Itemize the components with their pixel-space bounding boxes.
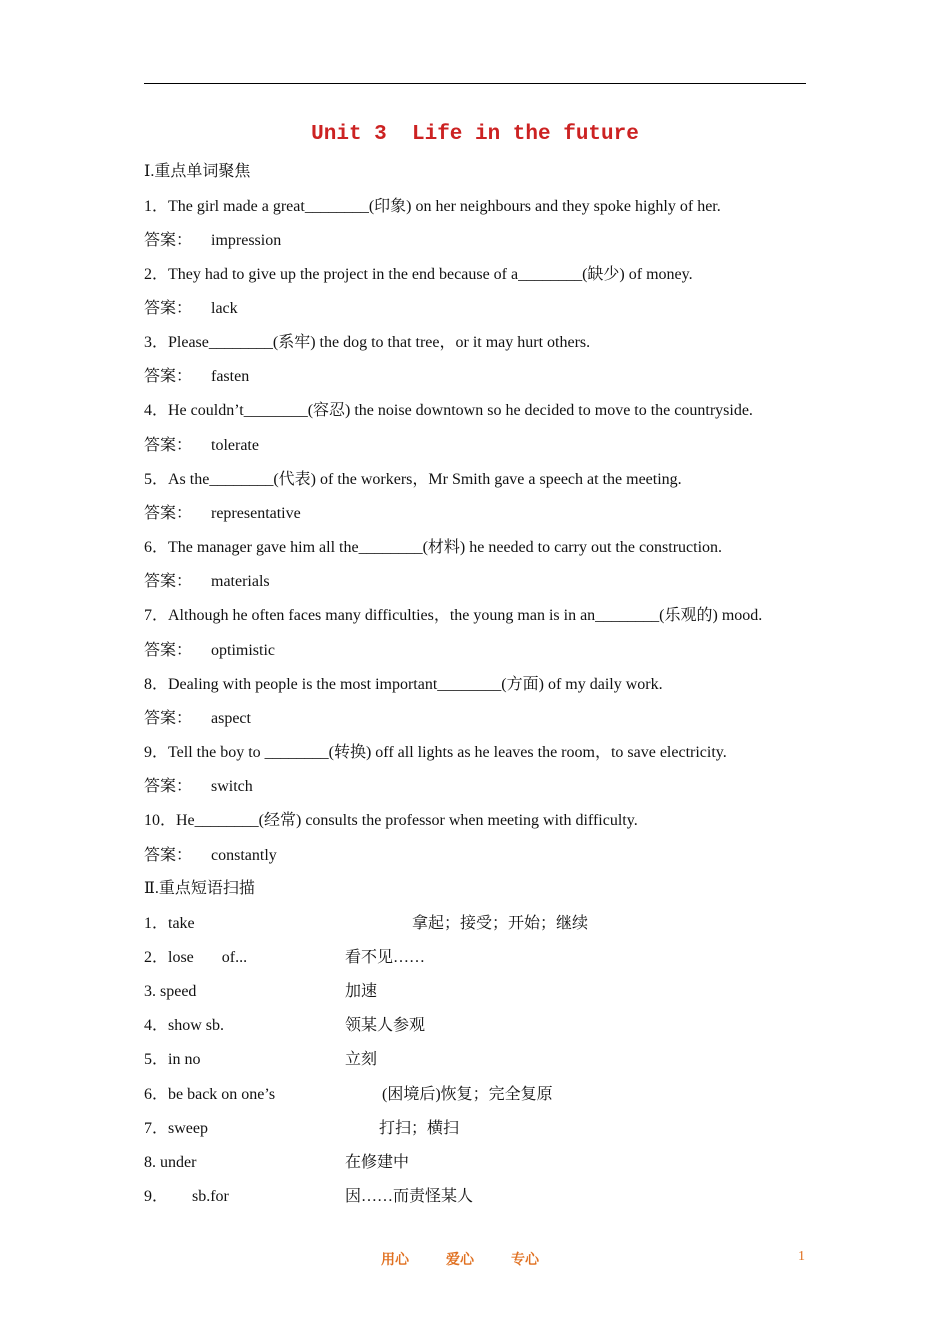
phrase-6: 6．be back on one’s	[144, 1086, 276, 1103]
meaning-3: 加速	[345, 983, 378, 1000]
answer-label-1: 答案：	[144, 232, 193, 249]
answer-label-7: 答案：	[144, 642, 193, 659]
meaning-5: 立刻	[345, 1051, 378, 1068]
meaning-8: 在修建中	[345, 1154, 410, 1171]
phrase-2: 2．lose of...	[144, 949, 248, 966]
question-8: 8．Dealing with people is the most important________(方面) of my daily work.	[144, 676, 663, 693]
phrase-5: 5．in no	[144, 1051, 201, 1068]
answer-3: fasten	[211, 368, 250, 385]
meaning-7: 打扫；横扫	[379, 1120, 460, 1137]
question-10: 10．He________(经常) consults the professor when meeting with difficulty.	[144, 812, 638, 829]
page-number: 1	[798, 1249, 805, 1264]
answer-4: tolerate	[211, 437, 259, 454]
section1-heading: Ⅰ.重点单词聚焦	[144, 163, 251, 180]
question-6: 6．The manager gave him all the________(材料) he needed to carry out the construction.	[144, 539, 723, 556]
phrase-9: 9． sb.for	[144, 1188, 229, 1205]
answer-2: lack	[211, 300, 238, 317]
answer-label-10: 答案：	[144, 847, 193, 864]
answer-label-3: 答案：	[144, 368, 193, 385]
question-9: 9．Tell the boy to ________(转换) off all lights as he leaves the room，to save electricity.	[144, 744, 727, 761]
answer-label-8: 答案：	[144, 710, 193, 727]
question-7: 7．Although he often faces many difficulties，the young man is in an________(乐观的) mood.	[144, 607, 763, 624]
phrase-3: 3. speed	[144, 983, 197, 1000]
answer-1: impression	[211, 232, 282, 249]
section2-heading: Ⅱ.重点短语扫描	[144, 880, 255, 897]
answer-7: optimistic	[211, 642, 275, 659]
meaning-2: 看不见……	[345, 949, 426, 966]
answer-label-2: 答案：	[144, 300, 193, 317]
phrase-7: 7．sweep	[144, 1120, 208, 1137]
footer-text-1: 用心	[381, 1253, 409, 1268]
meaning-4: 领某人参观	[345, 1017, 426, 1034]
answer-label-5: 答案：	[144, 505, 193, 522]
answer-label-6: 答案：	[144, 573, 193, 590]
answer-8: aspect	[211, 710, 251, 727]
question-3: 3．Please________(系牢) the dog to that tree，or it may hurt others.	[144, 334, 591, 351]
phrase-8: 8. under	[144, 1154, 197, 1171]
answer-10: constantly	[211, 847, 277, 864]
page-title: Unit 3 Life in the future	[311, 123, 639, 146]
meaning-9: 因……而责怪某人	[345, 1188, 474, 1205]
footer-text-3: 专心	[511, 1253, 539, 1268]
answer-9: switch	[211, 778, 253, 795]
answer-label-4: 答案：	[144, 437, 193, 454]
question-2: 2．They had to give up the project in the end because of a________(缺少) of money.	[144, 266, 693, 283]
question-4: 4．He couldn’t________(容忍) the noise downtown so he decided to move to the countryside.	[144, 402, 753, 419]
question-1: 1．The girl made a great________(印象) on her neighbours and they spoke highly of her.	[144, 198, 721, 215]
answer-5: representative	[211, 505, 301, 522]
meaning-1: 拿起；接受；开始；继续	[412, 915, 589, 932]
phrase-1: 1．take	[144, 915, 195, 932]
header-rule	[144, 83, 806, 84]
answer-label-9: 答案：	[144, 778, 193, 795]
answer-6: materials	[211, 573, 270, 590]
phrase-4: 4．show sb.	[144, 1017, 225, 1034]
footer-text-2: 爱心	[446, 1253, 474, 1268]
meaning-6: (困境后)恢复；完全复原	[382, 1086, 553, 1103]
question-5: 5．As the________(代表) of the workers，Mr Smith gave a speech at the meeting.	[144, 471, 682, 488]
